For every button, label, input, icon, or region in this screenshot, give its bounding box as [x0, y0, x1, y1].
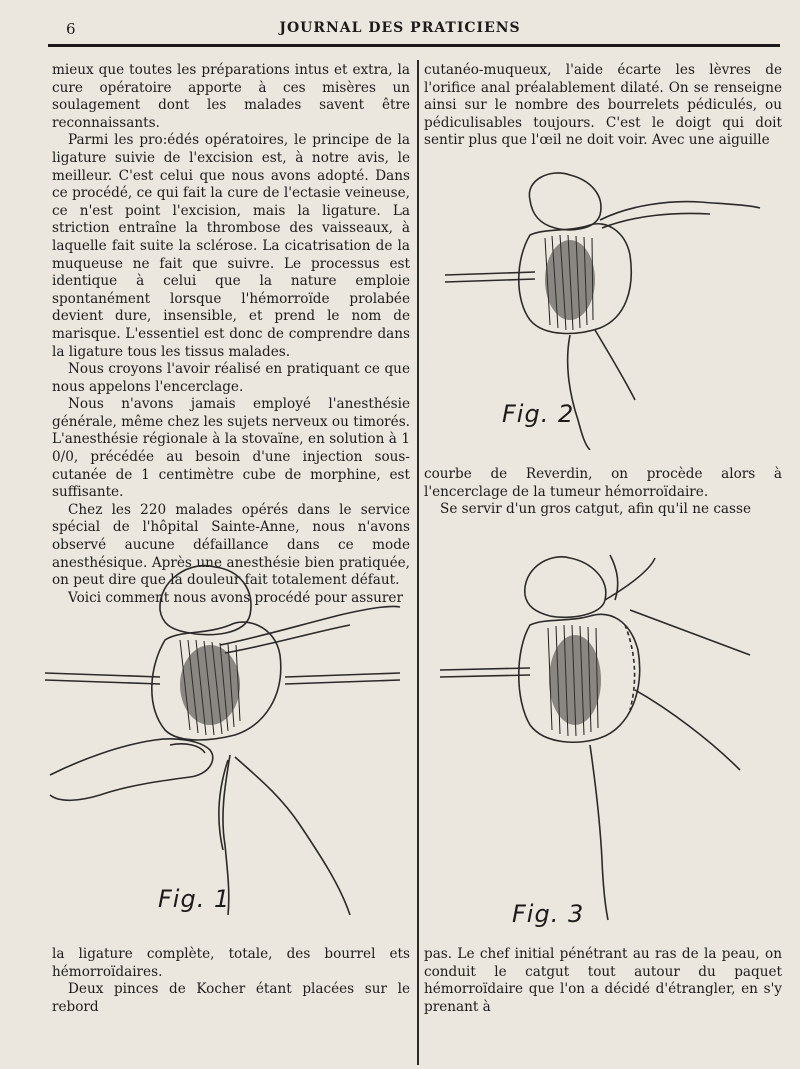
page-number: 6 [66, 20, 76, 38]
paragraph: Se servir d'un gros catgut, afin qu'il ne casse [440, 501, 752, 518]
fig3-caption: Fig. 3 [512, 900, 585, 928]
paragraph: Voici comment nous avons procédé pour assurer [68, 589, 403, 606]
paragraph: mieux que toutes les préparations intus et extra, la cure opératoire apporte à ces misères un soulagement dont les malades savent être reconnaissants. [52, 62, 410, 131]
column-divider [417, 60, 419, 1065]
fig2-caption: Fig. 2 [502, 400, 575, 428]
right-column-bottom-text [424, 946, 782, 1016]
paragraph: la ligature complète, totale, des bourrel ets hémorroïdaires. [52, 946, 410, 980]
paragraph: pas. Le chef initial pénétrant au ras de la peau, on conduit le catgut tout autour du paquet hémorroïdaire que l'on a décidé d'étrangler, en s'y prenant à [424, 946, 782, 1015]
paragraph: Parmi les pro:édés opératoires, le principe de la ligature suivie de l'excision est, à notre avis, le meilleur. C'est celui que nous avons adopté. Dans ce procédé, ce qui fait la cure de l'ectasie veineuse, ce n'est point l'excision, mais la ligature. La striction entraîne la thrombose des vaisseaux, à laquelle fait suite la sclérose. La cicatrisation de la muqueuse ne fait que suivre. Le processus est identique à celui que la nature emploie spontanément lorsque l'hémorroïde prolabée devient dure, insensible, et prend le nom de marisque. L'essentiel est donc de comprendre dans la ligature tous les tissus malades. [52, 132, 410, 360]
left-column-text [52, 62, 410, 607]
figure-3 [430, 540, 790, 940]
fig3-illustration [430, 540, 790, 940]
left-column-bottom-text [52, 946, 410, 1016]
journal-title: JOURNAL DES PRATICIENS [279, 20, 521, 36]
paragraph: courbe de Reverdin, on procède alors à l'encerclage de la tumeur hémorroïdaire. [424, 466, 782, 500]
paragraph: Nous n'avons jamais employé l'anesthésie générale, même chez les sujets nerveux ou timorés. L'anesthésie régionale à la stovaïne, en solution à 1 0/0, précédée au besoin d'une injection sous-cutanée de 1 centimètre cube de morphine, est suffisante. [52, 396, 410, 501]
paragraph: Deux pinces de Kocher étant placées sur le rebord [52, 981, 410, 1015]
figure-2 [430, 160, 790, 450]
paragraph: Nous croyons l'avoir réalisé en pratiquant ce que nous appelons l'encerclage. [52, 361, 410, 395]
header-rule [48, 44, 780, 47]
page-header [0, 0, 800, 46]
fig1-caption: Fig. 1 [158, 885, 231, 913]
right-column-text [424, 62, 782, 150]
right-column-middle-text [424, 466, 782, 519]
paragraph: Chez les 220 malades opérés dans le service spécial de l'hôpital Sainte-Anne, nous n'avons observé aucune défaillance dans ce mode anesthésique. Après une anesthésie bien pratiquée, on peut dire que la douleur fait totalement défaut. [52, 501, 410, 589]
paragraph: cutanéo-muqueux, l'aide écarte les lèvres de l'orifice anal préalablement dilaté. On se renseigne ainsi sur le nombre des bourrelets pédiculés, ou pédiculisables toujours. C'est le doigt qui doit sentir plus que l'œil ne doit voir. Avec une aiguille [424, 62, 782, 149]
figure-1 [40, 545, 410, 945]
fig2-illustration [430, 160, 790, 450]
